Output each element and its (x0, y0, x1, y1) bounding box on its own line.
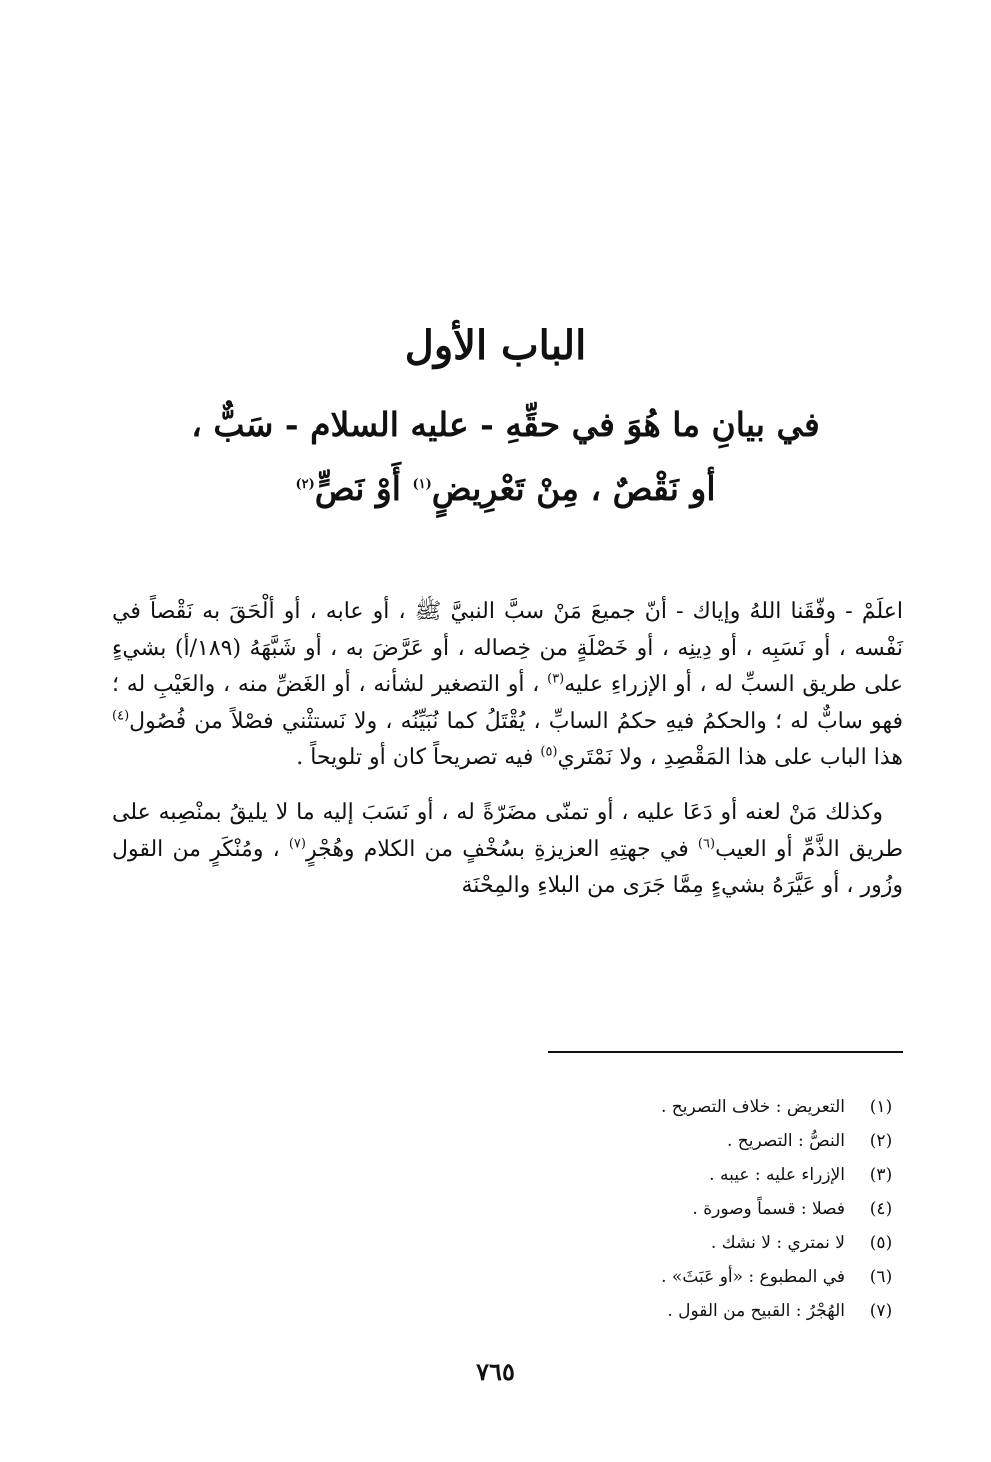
footnote-item (300, 1260, 903, 1294)
paragraph-2-text-a: وكذلك مَنْ لعنه أو دَعَا عليه ، أو تمنّى مضَرّةً له ، أو نَسَبَ إليه ما لا يليقُ بمنْصِبه على طريق الذَّمِّ أو العيب (112, 799, 904, 862)
subtitle-text-a: أو نَقْصٌ ، مِنْ تَعْرِيضٍ (431, 469, 716, 508)
paragraph-2 (112, 795, 903, 905)
footnote-item (300, 1294, 903, 1328)
footnote-text: التعريض : خلاف التصريح . (660, 1097, 845, 1117)
footnote-ref-1[interactable]: (١) (412, 477, 432, 492)
chapter-subtitle-line-2 (150, 457, 861, 521)
footnote-text: في المطبوع : «أو عَبَثَ» . (661, 1267, 845, 1287)
footnote-number: (٥) (869, 1233, 893, 1253)
footnote-item (300, 1226, 903, 1260)
footnote-number: (٣) (869, 1165, 893, 1185)
footnote-number: (٤) (869, 1199, 893, 1219)
footnote-ref-7[interactable]: (٧) (288, 836, 306, 852)
chapter-title: الباب الأول (404, 322, 587, 369)
page-number: ٧٦٥ (476, 1357, 515, 1386)
footnote-ref-5[interactable]: (٥) (540, 745, 558, 761)
footnote-ref-2[interactable]: (٢) (295, 477, 315, 492)
footnote-number: (٧) (869, 1301, 893, 1321)
footnote-number: (٢) (869, 1131, 893, 1151)
chapter-subtitle-line-1: في بيانِ ما هُوَ في حقِّهِ - عليه السلام - سَبٌّ ، (191, 405, 820, 444)
body-text (112, 594, 903, 905)
footnote-item (300, 1090, 903, 1124)
footnote-item (300, 1192, 903, 1226)
footnote-text: فصلا : قسماً وصورة . (692, 1199, 845, 1219)
paragraph-1 (112, 594, 903, 777)
paragraph-1-text-d: فيه تصريحاً كان أو تلويحاً . (296, 745, 541, 771)
footnote-ref-4[interactable]: (٤) (112, 708, 130, 724)
footnote-ref-3[interactable]: (٣) (547, 671, 565, 687)
footnote-text: الإزراء عليه : عيبه . (709, 1165, 845, 1185)
footnotes-list (300, 1090, 903, 1328)
paragraph-2-text-b: في جهتِهِ العزيزةِ بسُخْفٍ من الكلام وهُجْرٍ (305, 836, 698, 862)
footnote-item (300, 1158, 903, 1192)
footnote-text: لا نمتري : لا نشك . (710, 1233, 845, 1253)
footnote-number: (١) (869, 1097, 893, 1117)
footnote-number: (٦) (869, 1267, 893, 1287)
paragraph-1-text-b: ، أو التصغير لشأنه ، أو الغَضِّ منه ، والعَيْبِ له ؛ فهو سابٌّ له ؛ والحكمُ فيهِ حكمُ السابِّ ، يُقْتَلُ كما نُبَيِّنُه ، ولا نَستثْني فصْلاً من فُصُول (112, 672, 903, 734)
paragraph-1-text-a: اعلَمْ - وفّقَنا اللهُ وإياك - أنّ جميعَ مَنْ سبَّ النبيَّ ﷺ ، أو عابه ، أو ألْحَقَ به نَقْصاً في نَفْسه ، أو نَسَبِه ، أو دِينِه ، أو خَصْلَةٍ من خِصاله ، أو عَرَّضَ به ، أو شَبَّهَهُ (١٨٩/أ) بشيءٍ على طريق السبِّ له ، أو الإزراءِ عليه (112, 599, 903, 698)
paragraph-1-text-c: هذا الباب على هذا المَقْصِدِ ، ولا نَمْتَري (557, 745, 903, 771)
footnote-item (300, 1124, 903, 1158)
paragraph-2-text-c: ، ومُنْكَرٍ من القول وزُور ، أو عَيَّرَهُ بشيءٍ مِمَّا جَرَى من البلاءِ والمِحْنَة (112, 836, 903, 899)
footnote-text: الهُجْرُ : القبيح من القول . (667, 1301, 845, 1321)
chapter-subtitle (150, 393, 861, 521)
footnote-text: النصُّ : التصريح . (726, 1131, 845, 1151)
subtitle-text-b: أَوْ نَصٍّ (314, 469, 413, 508)
footnote-ref-6[interactable]: (٦) (697, 836, 716, 852)
footnote-divider (548, 1051, 903, 1053)
